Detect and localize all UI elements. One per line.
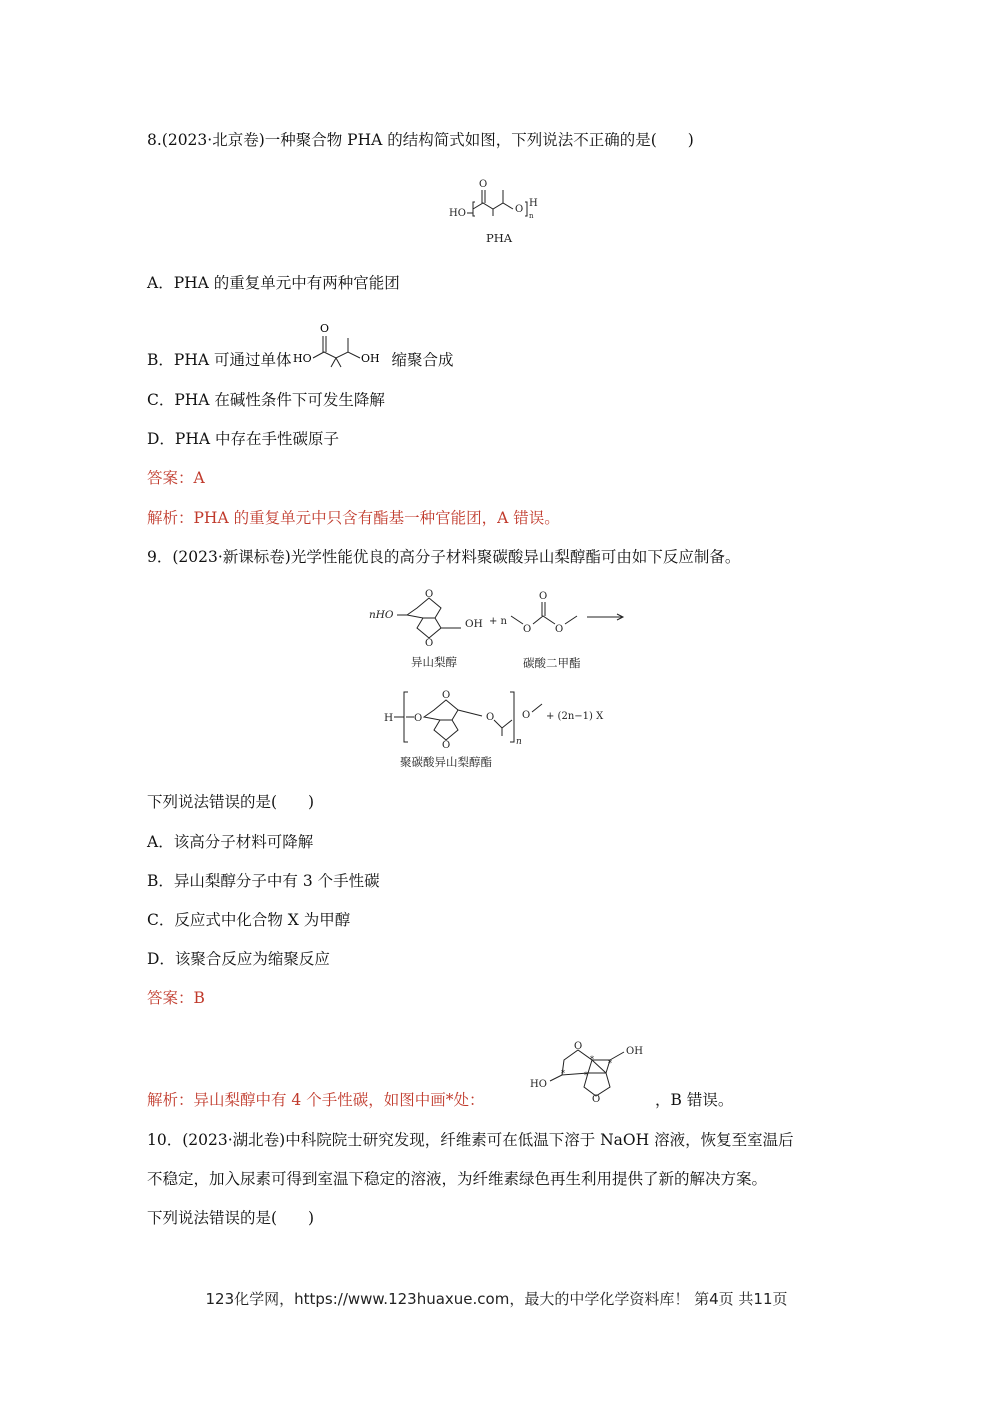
chiral-star-3: * [584, 1071, 588, 1080]
reactant-oh-label: OH [465, 618, 483, 630]
page-footer: 123化学网，https://www.123huaxue.com，最大的中学化学资料库！ 第4页 共11页 [205, 1290, 788, 1308]
q8-stem: 8.(2023·北京卷)一种聚合物 PHA 的结构简式如图，下列说法不正确的是( ) [147, 131, 694, 149]
q9-prompt: 下列说法错误的是( ) [147, 793, 315, 811]
q8-option-b [147, 322, 454, 371]
q8-option-a: A．PHA 的重复单元中有两种官能团 [147, 274, 400, 292]
chiral-star-1: * [561, 1069, 565, 1078]
pha-structure-diagram [445, 172, 555, 222]
q9-analysis [147, 1089, 484, 1111]
q9-option-b: B．异山梨醇分子中有 3 个手性碳 [147, 872, 380, 890]
monomer-oh-label: OH [361, 352, 381, 365]
chiral-oh-label: OH [626, 1046, 643, 1057]
pha-ho-label: HO [449, 208, 466, 219]
q10-stem-line2: 不稳定，加入尿素可得到室温下稳定的溶液，为纤维素绿色再生利用提供了新的解决方案。 [147, 1170, 768, 1188]
q8-analysis: 解析：PHA 的重复单元中只含有酯基一种官能团，A 错误。 [147, 509, 560, 527]
byproduct-label: + (2n−1) X [546, 711, 604, 722]
q9-option-d: D．该聚合反应为缩聚反应 [147, 950, 330, 968]
chiral-o-bottom: O [592, 1094, 601, 1105]
product-h-label: H [384, 712, 394, 724]
byproduct-o-label: O [522, 710, 531, 721]
isosorbide-reaction-scheme [365, 588, 635, 660]
dmc-o-left: O [523, 624, 532, 635]
q8-answer: 答案：A [147, 469, 205, 487]
pha-h-label: H [529, 198, 538, 209]
dmc-o-top: O [539, 591, 548, 602]
monomer-ho-label: HO [293, 352, 313, 365]
reactant-nho-label: nHO [369, 609, 394, 621]
product-ring-o-bottom: O [442, 740, 451, 751]
pha-caption: PHA [486, 231, 513, 245]
q10-prompt: 下列说法错误的是( ) [147, 1209, 315, 1227]
product-o-carbonate: O [486, 712, 495, 723]
q10-stem-line1: 10．(2023·湖北卷)中科院院士研究发现，纤维素可在低温下溶于 NaOH 溶液，恢复至室温后 [147, 1131, 794, 1149]
chiral-o-top: O [574, 1041, 583, 1052]
isosorbide-o-top: O [425, 589, 434, 600]
q9-analysis-suffix: ，B 错误。 [655, 1091, 734, 1109]
product-n-label: n [516, 737, 522, 747]
reactant-plus-n: + n [489, 616, 507, 627]
q8-option-d: D．PHA 中存在手性碳原子 [147, 430, 339, 448]
dmc-o-right: O [555, 624, 564, 635]
isosorbide-caption: 异山梨醇 [411, 655, 457, 669]
chiral-star-4: * [608, 1059, 612, 1068]
pha-carbonyl-o-label: O [479, 179, 488, 190]
q8-option-b-suffix: 缩聚合成 [391, 351, 454, 369]
q9-stem: 9．(2023·新课标卷)光学性能优良的高分子材料聚碳酸异山梨醇酯可由如下反应制备。 [147, 548, 741, 566]
chiral-star-2: * [590, 1055, 594, 1064]
q9-answer: 答案：B [147, 989, 205, 1007]
pha-ester-o-label: O [515, 204, 524, 215]
product-o-left: O [414, 713, 423, 724]
product-caption: 聚碳酸异山梨醇酯 [400, 755, 492, 769]
chiral-ho-label: HO [530, 1079, 547, 1090]
isosorbide-chiral-diagram [528, 1040, 658, 1105]
isosorbide-o-bottom: O [425, 638, 434, 649]
monomer-o-label: O [320, 322, 330, 335]
pha-monomer-diagram [291, 312, 391, 370]
q8-option-b-prefix: B．PHA 可通过单体 [147, 351, 292, 369]
q8-option-c: C．PHA 在碱性条件下可发生降解 [147, 391, 385, 409]
q9-analysis-prefix: 解析：异山梨醇中有 4 个手性碳，如图中画*处： [147, 1091, 485, 1109]
polycarbonate-product-diagram [382, 680, 642, 750]
dmc-caption: 碳酸二甲酯 [523, 656, 581, 670]
pha-n-label: n [529, 212, 534, 220]
product-ring-o-top: O [442, 690, 451, 701]
q9-option-a: A．该高分子材料可降解 [147, 833, 314, 851]
q9-option-c: C．反应式中化合物 X 为甲醇 [147, 911, 351, 929]
